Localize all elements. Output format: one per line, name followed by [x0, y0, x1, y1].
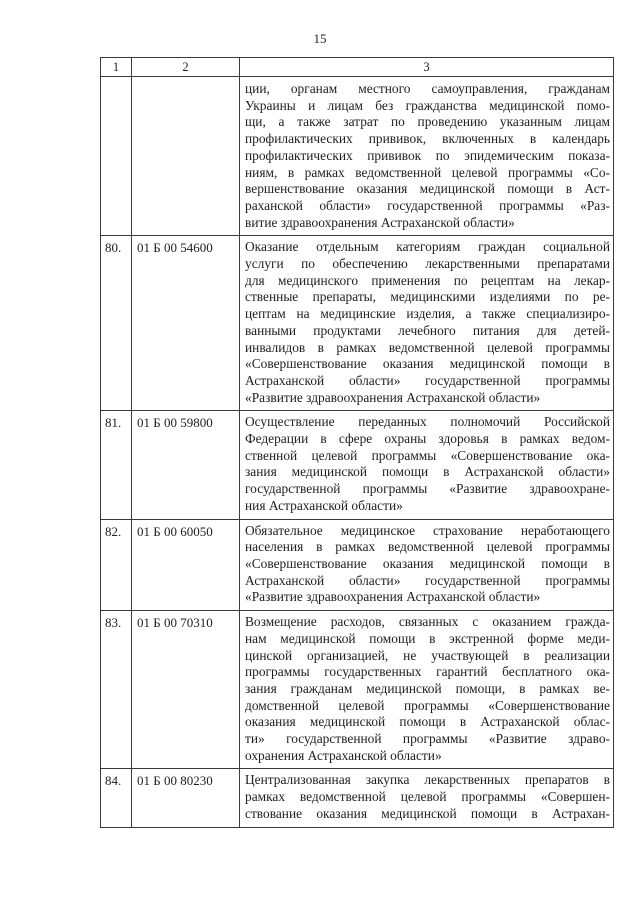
row-description-cell — [240, 411, 614, 519]
row-number-cell: 83. — [101, 611, 132, 769]
description-line: раханской области» государственной программы «Раз- — [245, 197, 610, 213]
description-line: Возмещение расходов, связанных с оказанием гражда- — [245, 614, 610, 630]
description-line: домственной целевой программы «Совершенствование — [245, 697, 610, 713]
description-line: государственной программы «Развитие здравоохране- — [245, 481, 610, 497]
table-row — [101, 519, 614, 611]
description-line: ции, органам местного самоуправления, гражданам — [245, 81, 610, 96]
description-line: ния Астраханской области» — [245, 497, 403, 513]
description-line: цептам на медицинские изделия, а также специализиро- — [245, 306, 610, 322]
row-number-cell: 81. — [101, 411, 132, 519]
description-line: Федерации в сфере охраны здоровья в рамках ведом- — [245, 431, 610, 447]
description-line: Астраханской области» государственной программы — [245, 572, 610, 588]
row-code-cell: 01 Б 00 54600 — [132, 236, 240, 411]
description-line: цинской организацией, не участвующей в реализации — [245, 647, 610, 663]
row-description-cell — [240, 611, 614, 769]
description-line: «Совершенствование оказания медицинской помощи в — [245, 555, 610, 571]
description-line: вершенствование оказания медицинской помощи в Аст- — [245, 181, 610, 197]
table-row-continued — [101, 77, 614, 236]
description-line: профилактических прививок, включенных в календарь — [245, 131, 610, 147]
column-header-2: 2 — [132, 58, 240, 77]
row-code-cell: 01 Б 00 59800 — [132, 411, 240, 519]
description-line: ванными продуктами лечебного питания для детей- — [245, 322, 610, 338]
page-number: 15 — [313, 31, 327, 46]
description-line: зания медицинской помощи в Астраханской области» — [245, 464, 610, 480]
description-line: инвалидов в рамках ведомственной целевой программы — [245, 339, 610, 355]
description-line: ниям, в рамках ведомственной целевой программы «Со- — [245, 164, 610, 180]
table-header-row — [101, 58, 614, 77]
description-line: Централизованная закупка лекарственных препаратов в — [245, 772, 610, 788]
description-line: для медицинского применения по рецептам на лекар- — [245, 272, 610, 288]
row-description-cell — [240, 519, 614, 611]
description-line: программы государственных гарантий бесплатного ока- — [245, 664, 610, 680]
row-number-cell: 84. — [101, 769, 132, 827]
budget-classification-table — [100, 57, 614, 828]
column-header-3: 3 — [240, 58, 614, 77]
description-line: щи, а также затрат по проведению указанным лицам — [245, 114, 610, 130]
row-description-cell — [240, 769, 614, 827]
row-code-cell — [132, 77, 240, 236]
description-line: «Развитие здравоохранения Астраханской области» — [245, 389, 541, 405]
description-line: нам медицинской помощи в экстренной форме меди- — [245, 630, 610, 646]
description-line: Астраханской области» государственной программы — [245, 372, 610, 388]
row-code-cell: 01 Б 00 80230 — [132, 769, 240, 827]
table-row — [101, 769, 614, 827]
description-line: ственной целевой программы «Совершенствование ока- — [245, 447, 610, 463]
description-line: населения в рамках ведомственной целевой программы — [245, 539, 610, 555]
row-code-cell: 01 Б 00 70310 — [132, 611, 240, 769]
description-line: услуги по обеспечению лекарственными препаратами — [245, 256, 610, 272]
row-description-cell — [240, 77, 614, 236]
description-line: Оказание отдельным категориям граждан социальной — [245, 239, 610, 255]
description-line: ствование оказания медицинской помощи в Астрахан- — [245, 805, 610, 821]
description-line: рамках ведомственной целевой программы «Совершен- — [245, 789, 610, 805]
description-line: охранения Астраханской области» — [245, 747, 442, 763]
description-line: «Развитие здравоохранения Астраханской области» — [245, 589, 541, 605]
description-line: Обязательное медицинское страхование неработающего — [245, 522, 610, 538]
description-line: «Совершенствование оказания медицинской помощи в — [245, 356, 610, 372]
row-code-cell: 01 Б 00 60050 — [132, 519, 240, 611]
row-number-cell — [101, 77, 132, 236]
table-row — [101, 411, 614, 519]
description-line: зания гражданам медицинской помощи, в рамках ве- — [245, 680, 610, 696]
description-line: ти» государственной программы «Развитие здраво- — [245, 731, 610, 747]
description-line: Украины и лицам без гражданства медицинской помо- — [245, 97, 610, 113]
description-line: витие здравоохранения Астраханской области» — [245, 214, 515, 230]
row-description-cell — [240, 236, 614, 411]
description-line: ственные препараты, медицинскими изделиями по ре- — [245, 289, 610, 305]
description-line: оказания медицинской помощи в Астраханской облас- — [245, 714, 610, 730]
description-line: Осуществление переданных полномочий Российской — [245, 414, 610, 430]
column-header-1: 1 — [101, 58, 132, 77]
table-row — [101, 236, 614, 411]
row-number-cell: 80. — [101, 236, 132, 411]
description-line: профилактических прививок по эпидемическим показа- — [245, 147, 610, 163]
table-row — [101, 611, 614, 769]
row-number-cell: 82. — [101, 519, 132, 611]
